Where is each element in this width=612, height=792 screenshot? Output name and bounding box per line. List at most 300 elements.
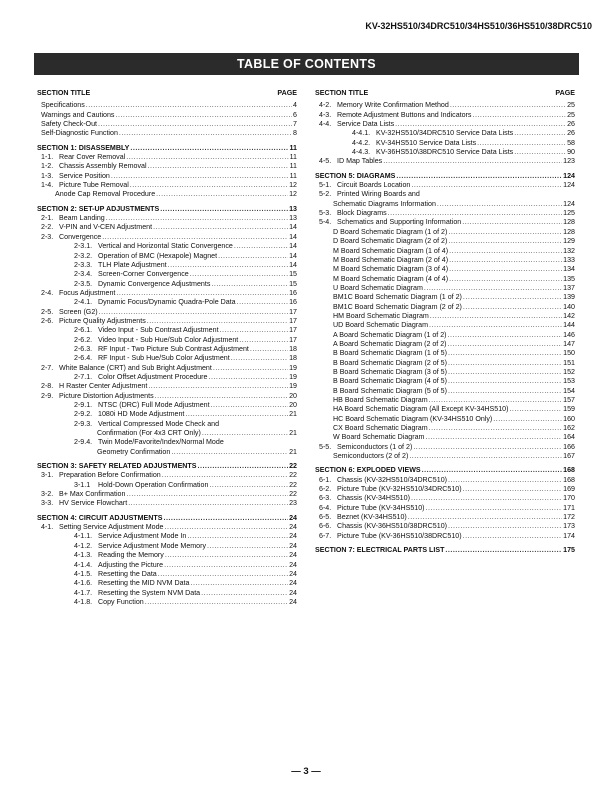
toc-entry	[315, 190, 575, 199]
toc-entry-title	[333, 349, 447, 358]
toc-entry-page: 173	[563, 522, 575, 531]
toc-entry-page: 17	[289, 316, 297, 325]
toc-entry-title	[333, 256, 448, 265]
toc-entry-title	[41, 317, 146, 326]
toc-section-heading	[315, 546, 575, 555]
dot-leader	[425, 433, 562, 442]
toc-entry-page: 24	[289, 532, 297, 541]
toc-entry-title	[74, 280, 210, 289]
dot-leader	[409, 452, 562, 461]
toc-entry-title	[74, 570, 157, 579]
toc-entry-text: Picture Distortion Adjustments	[59, 391, 154, 400]
toc-entry-number: 5-2.	[319, 190, 332, 199]
dot-leader	[448, 368, 562, 377]
toc-entry	[315, 312, 575, 321]
toc-entry-title	[41, 181, 129, 190]
dot-leader	[448, 387, 562, 396]
toc-entry-number: 2-3.4.	[74, 270, 93, 279]
toc-entry-page: 172	[563, 513, 575, 522]
dot-leader	[449, 256, 562, 265]
dot-leader	[160, 205, 288, 214]
toc-entry-title	[74, 261, 167, 270]
toc-entry-title	[315, 466, 421, 475]
toc-entry-page: 23	[289, 499, 297, 508]
dot-leader	[198, 462, 289, 471]
dot-leader	[426, 504, 563, 513]
section-title-label: SECTION TITLE	[315, 89, 369, 97]
toc-entry-title	[352, 129, 513, 138]
dot-leader	[448, 237, 562, 246]
toc-entry	[37, 570, 297, 579]
page-title: TABLE OF CONTENTS	[237, 57, 376, 71]
toc-entry-text: B Board Schematic Diagram (1 of 5)	[333, 349, 447, 358]
toc-entry-title	[333, 396, 428, 405]
toc-entry	[37, 354, 297, 363]
toc-entry-title	[74, 551, 164, 560]
dot-leader	[514, 129, 566, 138]
toc-entry-number: 4-4.3.	[352, 148, 371, 157]
dot-leader	[207, 542, 288, 551]
toc-entry-title	[74, 561, 163, 570]
toc-entry-page: 58	[567, 138, 575, 147]
toc-left-column	[37, 89, 297, 607]
toc-entry	[315, 101, 575, 110]
toc-entry-title	[37, 514, 162, 523]
dot-leader	[239, 336, 288, 345]
dot-leader	[424, 284, 562, 293]
toc-entry-title	[319, 190, 575, 199]
dot-leader	[165, 551, 288, 560]
toc-entry-number: 4-1.5.	[74, 569, 93, 578]
toc-entry-number: 3-1.	[41, 471, 54, 480]
toc-entry-page: 134	[563, 265, 575, 274]
toc-entry-title	[319, 532, 462, 541]
toc-entry-page: 16	[289, 288, 297, 297]
toc-entry	[37, 401, 297, 410]
dot-leader	[147, 317, 288, 326]
toc-entry-text: Semiconductors (2 of 2)	[333, 452, 409, 461]
toc-entry-text: B Board Schematic Diagram (2 of 5)	[333, 358, 447, 367]
toc-entry-text: Semiconductors (1 of 2)	[337, 442, 413, 451]
toc-entry-text: M Board Schematic Diagram (2 of 4)	[333, 255, 449, 264]
dot-leader	[514, 148, 566, 157]
toc-entry-number: 2-9.3.	[74, 419, 93, 428]
toc-entry-page: 6	[293, 110, 297, 119]
toc-entry-page: 174	[563, 531, 575, 540]
toc-entry-number: 6-3.	[319, 494, 332, 503]
toc-entry-text: Adjusting the Picture	[98, 560, 164, 569]
dot-leader	[153, 223, 288, 232]
toc-entry-page: 14	[289, 232, 297, 241]
toc-entry-page: 19	[289, 382, 297, 391]
dot-leader	[429, 396, 563, 405]
toc-entry	[37, 561, 297, 570]
toc-entry-page: 124	[563, 199, 575, 208]
toc-entry-text: Service Data Lists	[337, 120, 395, 129]
toc-entry-page: 175	[563, 546, 575, 555]
toc-entry	[315, 532, 575, 541]
toc-entry	[315, 275, 575, 284]
toc-entry-text: Picture Quality Adjustments	[59, 316, 146, 325]
dot-leader	[509, 405, 562, 414]
toc-entry-text: Picture Tube (KV-32HS510/34DRC510)	[337, 485, 462, 494]
dot-leader	[185, 410, 288, 419]
toc-entry-title	[319, 485, 462, 494]
toc-entry	[315, 513, 575, 522]
toc-entry-page: 26	[567, 129, 575, 138]
toc-entry	[315, 111, 575, 120]
toc-entry-text: Copy Function	[98, 597, 144, 606]
toc-entry-text: Chassis Assembly Removal	[59, 162, 147, 171]
toc-entry	[37, 129, 297, 138]
toc-entry-text: 1080i HD Mode Adjustment	[98, 410, 185, 419]
toc-entry	[37, 589, 297, 598]
toc-entry-title	[74, 242, 233, 251]
toc-entry-title	[41, 223, 152, 232]
dot-leader	[106, 214, 288, 223]
toc-entry-number: 1-3.	[41, 171, 54, 180]
toc-entry-title	[319, 181, 410, 190]
toc-entry-title	[333, 321, 428, 330]
toc-entry-text: Color Offset Adjustment Procedure	[98, 372, 208, 381]
toc-entry-page: 24	[289, 541, 297, 550]
toc-entry	[37, 392, 297, 401]
toc-entry-page: 21	[289, 429, 297, 438]
toc-entry-number: 2-7.1.	[74, 372, 93, 381]
toc-entry	[315, 218, 575, 227]
toc-entry-title	[74, 410, 184, 419]
toc-entry-page: 25	[567, 110, 575, 119]
toc-entry	[37, 162, 297, 171]
toc-entry-page: 14	[289, 260, 297, 269]
toc-entry-text: Block Diagrams	[337, 209, 387, 218]
toc-entry-page: 137	[563, 283, 575, 292]
dot-leader	[130, 144, 288, 153]
dot-leader	[463, 303, 562, 312]
toc-entry	[37, 317, 297, 326]
toc-entry	[37, 181, 297, 190]
toc-entry-page: 168	[563, 466, 575, 475]
toc-entry	[315, 228, 575, 237]
toc-entry	[315, 377, 575, 386]
dot-leader	[449, 265, 562, 274]
toc-entry-title	[333, 405, 508, 414]
toc-entry-page: 159	[563, 405, 575, 414]
dot-leader	[422, 466, 563, 475]
dot-leader	[448, 522, 562, 531]
toc-entry	[315, 494, 575, 503]
toc-entry-title	[41, 120, 97, 129]
toc-entry-page: 15	[289, 270, 297, 279]
toc-entry-title	[74, 579, 189, 588]
dot-leader	[234, 242, 288, 251]
toc-entry-text: Confirmation (For 4x3 CRT Only)	[97, 429, 201, 438]
toc-entry-title	[74, 438, 297, 447]
toc-entry-page: 160	[563, 414, 575, 423]
toc-entry	[315, 433, 575, 442]
toc-entry-text: Specifications	[41, 101, 85, 110]
toc-entry	[315, 396, 575, 405]
dot-leader	[472, 111, 566, 120]
toc-entry-number: 4-1.8.	[74, 597, 93, 606]
toc-entry-page: 128	[563, 218, 575, 227]
toc-entry-page: 124	[563, 181, 575, 190]
toc-entry	[37, 532, 297, 541]
toc-right-list	[315, 101, 575, 555]
dot-leader	[211, 401, 289, 410]
toc-entry	[37, 382, 297, 391]
toc-entry-title	[55, 190, 155, 199]
dot-leader	[155, 392, 288, 401]
toc-entry-text: Chassis (KV-32HS510/34DRC510)	[337, 475, 448, 484]
toc-entry-text: Picture Tube Removal	[59, 181, 129, 190]
toc-entry-text: Resetting the System NVM Data	[98, 588, 201, 597]
toc-entry	[315, 247, 575, 256]
toc-entry-number: 1-1.	[41, 153, 54, 162]
dot-leader	[413, 443, 562, 452]
toc-entry-title	[41, 233, 101, 242]
toc-entry-text: Reading the Memory	[98, 551, 164, 560]
toc-entry-page: 153	[563, 377, 575, 386]
toc-entry	[37, 120, 297, 129]
dot-leader	[187, 532, 288, 541]
dot-leader	[437, 200, 562, 209]
dot-leader	[396, 172, 562, 181]
toc-entry-number: 2-6.1.	[74, 326, 93, 335]
toc-entry	[37, 252, 297, 261]
toc-entry	[37, 481, 297, 490]
toc-entry	[315, 265, 575, 274]
toc-entry-text: W Board Schematic Diagram	[333, 433, 425, 442]
toc-entry-title	[41, 471, 161, 480]
toc-entry	[37, 153, 297, 162]
toc-section-heading	[37, 144, 297, 153]
toc-entry-text: Schematic Diagrams Information	[333, 199, 436, 208]
toc-entry-page: 15	[289, 279, 297, 288]
toc-entry	[37, 223, 297, 232]
toc-entry	[315, 387, 575, 396]
toc-entry	[37, 101, 297, 110]
toc-entry-number: 4-1.3.	[74, 551, 93, 560]
toc-entry-page: 4	[293, 101, 297, 110]
toc-entry-text: Geometry Confirmation	[97, 447, 171, 456]
toc-entry-text: U Board Schematic Diagram	[333, 283, 423, 292]
toc-entry-title	[319, 120, 394, 129]
toc-entry-text: B Board Schematic Diagram (3 of 5)	[333, 367, 447, 376]
toc-entry-title	[333, 359, 447, 368]
toc-entry-text: Vertical and Horizontal Static Convergence	[98, 242, 233, 251]
toc-entry-title	[315, 546, 444, 555]
page-label: PAGE	[277, 89, 297, 97]
dot-leader	[130, 181, 288, 190]
dot-leader	[168, 261, 289, 270]
toc-entry-title	[352, 139, 476, 148]
toc-entry	[37, 429, 297, 438]
toc-entry-text: NTSC (DRC) Full Mode Adjustment	[98, 401, 210, 409]
dot-leader	[115, 111, 292, 120]
toc-entry-page: 128	[563, 227, 575, 236]
toc-entry-page: 22	[289, 490, 297, 499]
dot-leader	[98, 120, 292, 129]
toc-entry-text: Setting Service Adjustment Mode	[59, 523, 164, 532]
toc-entry-page: 11	[289, 143, 297, 152]
toc-entry-text: Resetting the Data	[98, 569, 157, 578]
toc-entry-text: Memory Write Confirmation Method	[337, 101, 449, 110]
toc-entry-text: SECTION 6: EXPLODED VIEWS	[315, 466, 421, 475]
toc-entry-text: A Board Schematic Diagram (1 of 2)	[333, 330, 447, 339]
toc-entry-title	[41, 382, 147, 391]
toc-entry	[315, 209, 575, 218]
toc-entry-title	[74, 420, 297, 429]
toc-entry-title	[41, 499, 127, 508]
dot-leader	[250, 345, 288, 354]
section-title-label: SECTION TITLE	[37, 89, 91, 97]
toc-entry-text: Safety Check-Out	[41, 120, 97, 129]
dot-leader	[462, 218, 562, 227]
toc-entry	[37, 242, 297, 251]
toc-entry-number: 2-5.	[41, 307, 54, 316]
toc-entry-page: 16	[289, 298, 297, 307]
toc-entry-text: Video Input - Sub Hue/Sub Color Adjustment	[98, 335, 239, 344]
toc-entry-page: 14	[289, 242, 297, 251]
toc-entry	[315, 485, 575, 494]
dot-leader	[126, 490, 288, 499]
toc-entry-page: 13	[289, 204, 297, 213]
toc-entry-page: 22	[289, 480, 297, 489]
toc-entry-page: 147	[563, 339, 575, 348]
toc-entry-number: 5-5.	[319, 442, 332, 451]
toc-entry-number: 2-9.4.	[74, 438, 93, 447]
toc-entry-number: 2-4.	[41, 288, 54, 297]
dot-leader	[213, 364, 288, 373]
toc-entry-text: Dynamic Focus/Dynamic Quadra-Pole Data	[98, 298, 236, 307]
toc-entry	[37, 420, 297, 429]
dot-leader	[119, 129, 292, 138]
dot-leader	[463, 293, 562, 302]
toc-entry-number: 4-4.2.	[352, 138, 371, 147]
toc-entry	[37, 471, 297, 480]
toc-entry-text: KV-34HS510 Service Data Lists	[376, 138, 477, 147]
toc-entry-text: Schematics and Supporting Information	[337, 218, 462, 227]
toc-entry-text: Screen (G2)	[59, 307, 98, 316]
toc-entry-text: ID Map Tables	[337, 157, 383, 166]
toc-entry-title	[74, 270, 189, 279]
toc-entry-text: B Board Schematic Diagram (4 of 5)	[333, 377, 447, 386]
toc-entry	[315, 452, 575, 461]
toc-entry	[37, 336, 297, 345]
toc-entry	[315, 368, 575, 377]
toc-entry-number: 2-3.1.	[74, 242, 93, 251]
toc-entry-text: Remote Adjustment Buttons and Indicators	[337, 110, 472, 119]
dot-leader	[126, 153, 288, 162]
toc-entry-title	[333, 200, 436, 209]
toc-entry-number: 2-9.	[41, 391, 54, 400]
toc-entry	[315, 522, 575, 531]
dot-leader	[383, 157, 562, 166]
toc-entry-number: 2-3.3.	[74, 260, 93, 269]
toc-entry-number: 2-7.	[41, 363, 54, 372]
dot-leader	[448, 228, 562, 237]
dot-leader	[448, 331, 563, 340]
toc-entry-number: 4-5.	[319, 157, 332, 166]
toc-entry	[37, 364, 297, 373]
toc-entry-page: 19	[289, 363, 297, 372]
dot-leader	[190, 579, 288, 588]
toc-entry-page: 11	[289, 171, 297, 180]
toc-entry-text: Dynamic Convergence Adjustments	[98, 279, 211, 288]
toc-section-heading	[37, 514, 297, 523]
toc-entry-number: 2-1.	[41, 214, 54, 223]
toc-entry	[315, 476, 575, 485]
model-header: KV-32HS510/34DRC510/34HS510/36HS510/38DRC510	[365, 21, 592, 31]
toc-entry-page: 22	[289, 462, 297, 471]
dot-leader	[148, 162, 289, 171]
toc-entry-page: 24	[289, 551, 297, 560]
toc-entry-text: HB Board Schematic Diagram	[333, 396, 428, 404]
toc-entry-text: HM Board Schematic Diagram	[333, 311, 429, 320]
toc-entry-page: 18	[289, 344, 297, 353]
toc-entry	[315, 181, 575, 190]
dot-leader	[395, 120, 566, 129]
toc-entry	[37, 214, 297, 223]
toc-entry	[315, 340, 575, 349]
toc-entry-page: 169	[563, 485, 575, 494]
toc-right-column	[315, 89, 575, 556]
toc-entry-title	[315, 172, 395, 181]
toc-entry-page: 24	[289, 569, 297, 578]
toc-entry	[315, 120, 575, 129]
toc-header-right	[315, 89, 575, 98]
toc-entry-title	[319, 504, 425, 513]
toc-entry-page: 17	[289, 326, 297, 335]
toc-entry-page: 24	[289, 523, 297, 532]
dot-leader	[116, 289, 288, 298]
dot-leader	[429, 321, 562, 330]
toc-entry	[315, 157, 575, 166]
toc-entry-number: 2-6.	[41, 316, 54, 325]
toc-entry-title	[319, 157, 382, 166]
toc-entry	[315, 415, 575, 424]
toc-entry-page: 24	[289, 597, 297, 606]
toc-entry-title	[74, 373, 207, 382]
toc-entry	[37, 326, 297, 335]
toc-entry-text: Resetting the MID NVM Data	[98, 579, 190, 588]
toc-entry-text: H Raster Center Adjustment	[59, 382, 148, 391]
toc-entry	[37, 598, 297, 607]
dot-leader	[171, 448, 288, 457]
toc-entry-title	[97, 448, 170, 457]
toc-entry-text: Service Adjustment Mode Memory	[98, 541, 207, 550]
toc-entry-title	[319, 218, 461, 227]
toc-entry	[37, 298, 297, 307]
toc-entry-page: 171	[563, 503, 575, 512]
toc-entry-page: 164	[563, 433, 575, 442]
toc-entry	[315, 405, 575, 414]
dot-leader	[448, 340, 563, 349]
dot-leader	[163, 514, 288, 523]
dot-leader	[477, 139, 566, 148]
toc-entry-number: 2-6.4.	[74, 354, 93, 363]
toc-entry-title	[41, 101, 85, 110]
toc-entry-page: 168	[563, 475, 575, 484]
toc-entry-number: 4-4.	[319, 120, 332, 129]
toc-entry-page: 132	[563, 246, 575, 255]
toc-entry-text: SECTION 2: SET-UP ADJUSTMENTS	[37, 204, 160, 213]
toc-entry-text: Service Adjustment Mode In	[98, 532, 187, 541]
page-number: — 3 —	[291, 766, 321, 777]
toc-entry-number: 2-2.	[41, 223, 54, 232]
toc-entry-page: 11	[289, 153, 297, 162]
